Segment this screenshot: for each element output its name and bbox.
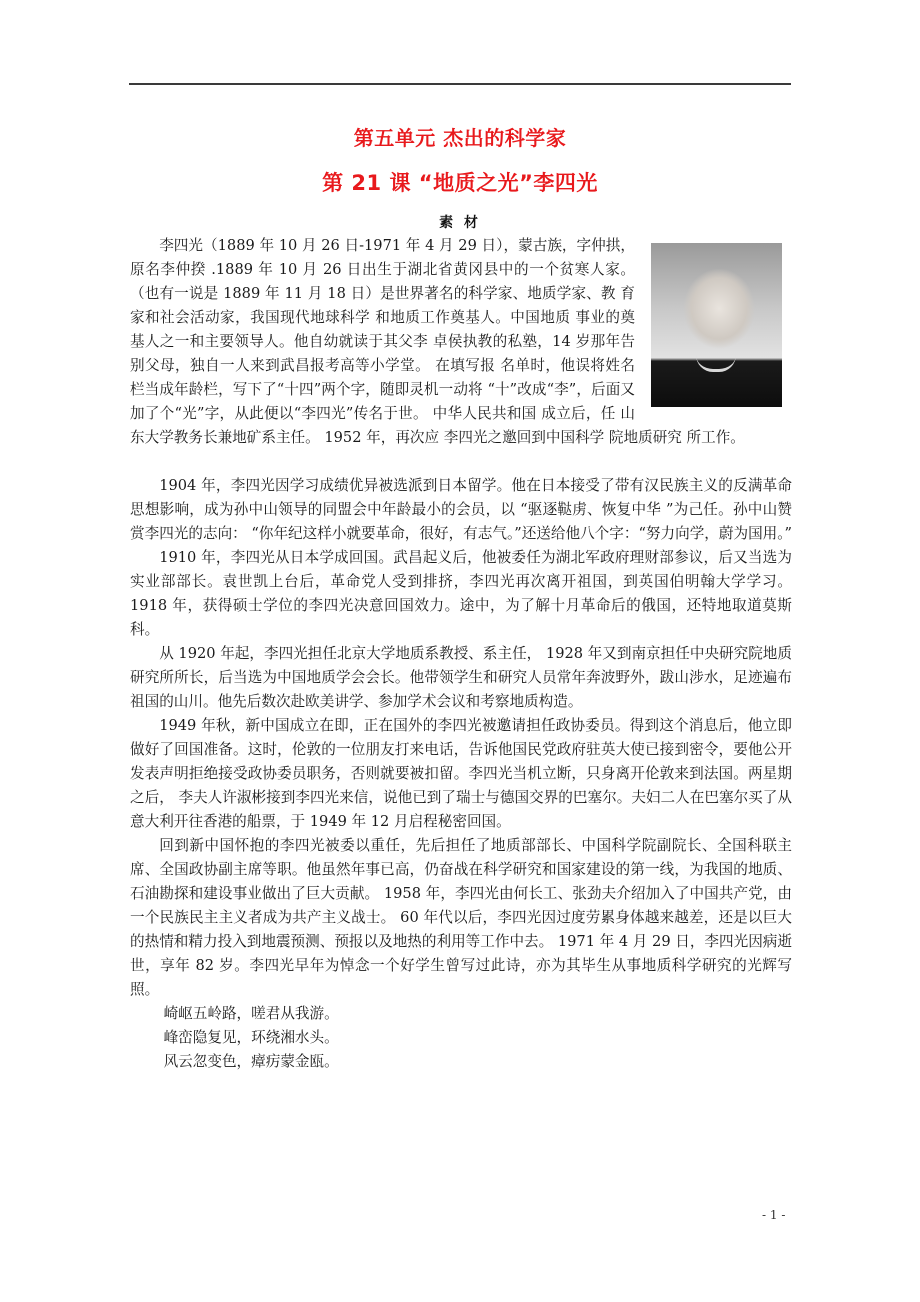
document-body [130, 234, 792, 1074]
unit-title: 第五单元 杰出的科学家 [353, 126, 567, 150]
paragraph-later-life: 回到新中国怀抱的李四光被委以重任，先后担任了地质部部长、中国科学院副院长、全国科联主席、全国政协副主席等职。他虽然年事已高，仍奋战在科学研究和国家建设的第一线，为我国的地质、石油勘探和建设事业做出了巨大贡献。 1958 年，李四光由何长工、张劲夫介绍加入了中国共产党，由一个民族民主主义者成为共产主义战士。 60 年代以后，李四光因过度劳累身体越来越差，还是以巨大的热情和精力投入到地震预测、预报以及地热的利用等工作中去。 1971 年 4 月 29 日，李四光因病逝世，享年 82 岁。李四光早年为悼念一个好学生曾写过此诗，亦为其毕生从事地质科学研究的光辉写照。 [130, 837, 792, 998]
header-rule [129, 83, 791, 85]
portrait-collar [696, 355, 736, 372]
paragraph-1920: 从 1920 年起，李四光担任北京大学地质系教授、系主任， 1928 年又到南京担任中央研究院地质研究所所长，后当选为中国地质学会会长。他带领学生和研究人员常年奔波野外，跋山涉水，足迹遍布祖国的山川。他先后数次赴欧美讲学、参加学术会议和考察地质构造。 [130, 645, 792, 710]
poem-line-3: 风云忽变色，瘴疠蒙金瓯。 [163, 1053, 339, 1070]
lesson-title: 第 21 课 “地质之光”李四光 [322, 171, 598, 195]
page-number: - 1 - [762, 1208, 786, 1222]
paragraph-1910: 1910 年，李四光从日本学成回国。武昌起义后，他被委任为湖北军政府理财部参议，后又当选为实业部部长。袁世凯上台后，革命党人受到排挤，李四光再次离开祖国，到英国伯明翰大学学习。 1918 年，获得硕士学位的李四光决意回国效力。途中，为了解十月革命后的俄国，还特地取道莫斯科。 [130, 549, 792, 638]
paragraph-intro: 李四光（1889 年 10 月 26 日-1971 年 4 月 29 日），蒙古族，字仲拱，原名李仲揆 .1889 年 10 月 26 日出生于湖北省黄冈县中的一个贫寒人家。（也有一说是 1889 年 11 月 18 日）是世界著名的科学家、地质学家、教 育家和社会活动家，我国现代地球科学 和地质工作奠基人。中国地质 事业的奠基人之一和主要领导人。他自幼就读于其父李 卓侯执教的私塾，14 岁那年告别父母，独自一人来到武昌报考高等小学堂。 在填写报 名单时，他误将姓名栏当成年龄栏，写下了“十四”两个字，随即灵机一动将 “十”改成“李”，后面又加了个“光”字，从此便以“李四光”传名于世。 中华人民共和国 成立后，任 山东大学教务长兼地矿系主任。 1952 年，再次应 李四光之邀回到中国科学 院地质研究 所工作。 [130, 237, 745, 446]
portrait-photo [651, 243, 782, 407]
poem-line-2: 峰峦隐复见，环绕湘水头。 [163, 1029, 339, 1046]
paragraph-1904: 1904 年，李四光因学习成绩优异被选派到日本留学。他在日本接受了带有汉民族主义的反满革命思想影响，成为孙中山领导的同盟会中年龄最小的会员，以 “驱逐鞑虏、恢复中华 ”为己任。孙中山赞赏李四光的志向： “你年纪这样小就要革命，很好，有志气。”还送给他八个字：“努力向学，蔚为国用。” [130, 477, 793, 542]
section-label: 素 材 [439, 215, 481, 231]
paragraph-1949: 1949 年秋，新中国成立在即，正在国外的李四光被邀请担任政协委员。得到这个消息后，他立即做好了回国准备。这时，伦敦的一位朋友打来电话，告诉他国民党政府驻英大使已接到密令，要他公开发表声明拒绝接受政协委员职务，否则就要被扣留。李四光当机立断，只身离开伦敦来到法国。两星期之后， 李夫人许淑彬接到李四光来信，说他已到了瑞士与德国交界的巴塞尔。夫妇二人在巴塞尔买了从意大利开往香港的船票，于 1949 年 12 月启程秘密回国。 [130, 717, 792, 830]
poem-line-1: 崎岖五岭路，嗟君从我游。 [163, 1005, 339, 1022]
